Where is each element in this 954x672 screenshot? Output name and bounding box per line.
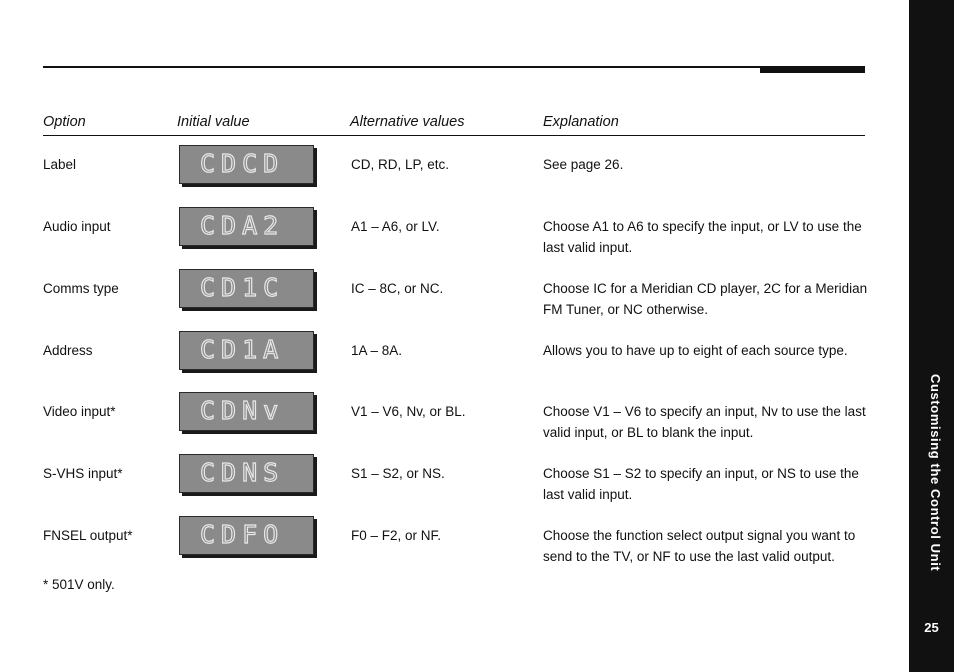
table-row: [43, 273, 868, 340]
lcd-text: CDA2: [200, 211, 285, 240]
footnote: * 501V only.: [43, 577, 115, 592]
lcd-display: [179, 516, 314, 555]
explanation: Choose S1 – S2 to specify an input, or NS to use the last valid input.: [543, 466, 859, 502]
lcd-text: CD1A: [200, 335, 285, 364]
section-title: Customising the Control Unit: [928, 374, 943, 572]
table-row: [43, 335, 865, 402]
header-initial-value: Initial value: [177, 114, 250, 130]
header-alternative-values: Alternative values: [350, 114, 465, 130]
table-row: [43, 520, 865, 587]
option-name: Comms type: [43, 281, 119, 296]
alternative-values: 1A – 8A.: [351, 343, 403, 358]
lcd-text: CDNS: [200, 458, 285, 487]
table-row: [43, 149, 865, 216]
header-option: Option: [43, 114, 86, 130]
table-row: [43, 396, 866, 463]
explanation: Choose IC for a Meridian CD player, 2C for a Meridian FM Tuner, or NC otherwise.: [543, 281, 868, 317]
alternative-values: CD, RD, LP, etc.: [351, 157, 450, 172]
lcd-display: [179, 145, 314, 184]
table-row: [43, 211, 865, 278]
option-name: Video input*: [43, 404, 116, 419]
alternative-values: V1 – V6, Nv, or BL.: [351, 404, 466, 419]
explanation: Choose V1 – V6 to specify an input, Nv to use the last valid input, or BL to blank the input.: [543, 404, 866, 440]
lcd-display: [179, 331, 314, 370]
lcd-text: CD1C: [200, 273, 285, 302]
option-name: FNSEL output*: [43, 528, 133, 543]
lcd-text: CDNv: [200, 396, 285, 425]
lcd-display: [179, 269, 314, 308]
top-rule-tab: [760, 66, 865, 73]
option-name: S-VHS input*: [43, 466, 123, 481]
alternative-values: IC – 8C, or NC.: [351, 281, 444, 296]
lcd-display: [179, 454, 314, 493]
table-header: [43, 113, 865, 136]
lcd-display: [179, 207, 314, 246]
option-name: Address: [43, 343, 93, 358]
header-explanation: Explanation: [543, 114, 619, 130]
alternative-values: A1 – A6, or LV.: [351, 219, 440, 234]
page-number: 25: [924, 620, 939, 635]
lcd-display: [179, 392, 314, 431]
alternative-values: S1 – S2, or NS.: [351, 466, 445, 481]
lcd-text: CDFO: [200, 520, 285, 549]
table-row: [43, 458, 865, 525]
alternative-values: F0 – F2, or NF.: [351, 528, 442, 543]
lcd-text: CDCD: [200, 149, 285, 178]
explanation: See page 26.: [543, 157, 624, 172]
option-name: Audio input: [43, 219, 111, 234]
top-rule: [43, 66, 865, 68]
explanation: Choose A1 to A6 to specify the input, or LV to use the last valid input.: [543, 219, 862, 255]
option-name: Label: [43, 157, 77, 172]
explanation: Allows you to have up to eight of each source type.: [543, 343, 848, 358]
explanation: Choose the function select output signal you want to send to the TV, or NF to use the last valid output.: [543, 528, 856, 564]
